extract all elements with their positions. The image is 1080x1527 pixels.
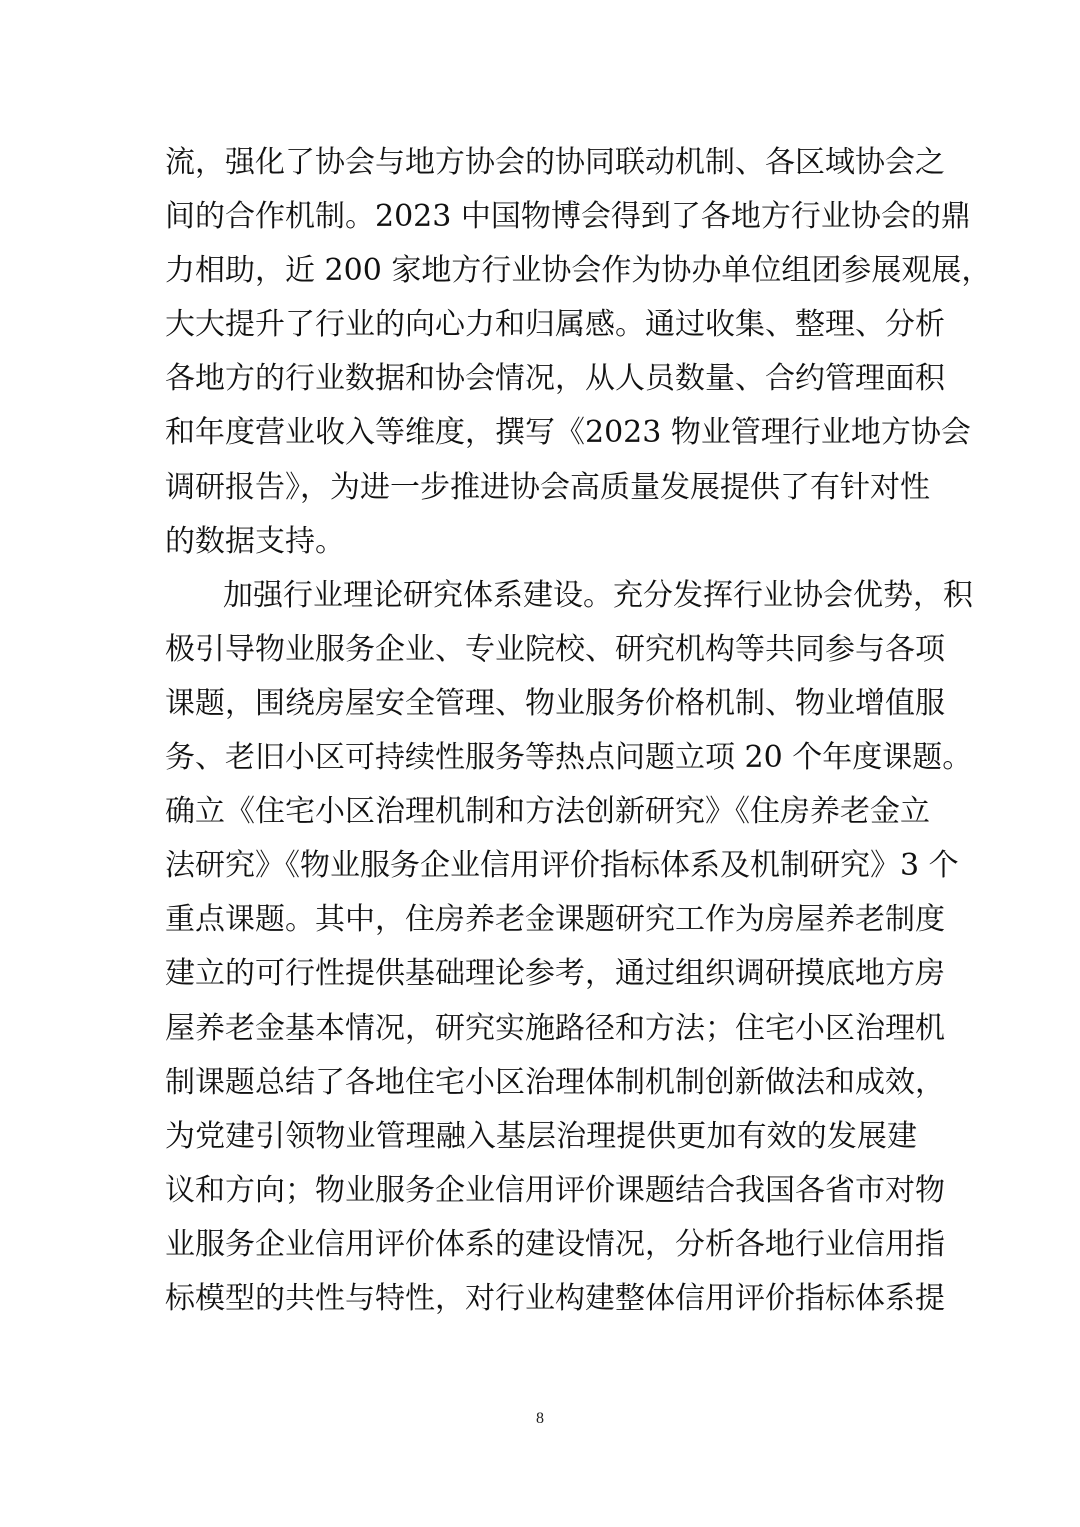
text-line: 建立的可行性提供基础理论参考，通过组织调研摸底地方房: [165, 956, 945, 992]
text-line: 加强行业理论研究体系建设。充分发挥行业协会优势，积: [223, 577, 973, 613]
text-line: 重点课题。其中，住房养老金课题研究工作为房屋养老制度: [165, 902, 945, 938]
text-line: 的数据支持。: [165, 523, 345, 559]
text-line: 大大提升了行业的向心力和归属感。通过收集、整理、分析: [165, 307, 945, 343]
text-line: 极引导物业服务企业、专业院校、研究机构等共同参与各项: [165, 631, 945, 667]
text-line: 间的合作机制。2023 中国物博会得到了各地方行业协会的鼎: [165, 199, 971, 235]
body-text: [165, 136, 992, 1326]
text-line: 标模型的共性与特性，对行业构建整体信用评价指标体系提: [165, 1280, 945, 1316]
text-line: 为党建引领物业管理融入基层治理提供更加有效的发展建: [165, 1118, 917, 1154]
paragraph: [165, 569, 973, 1326]
text-line: 屋养老金基本情况，研究实施路径和方法；住宅小区治理机: [165, 1010, 945, 1046]
text-line: 流，强化了协会与地方协会的协同联动机制、各区域协会之: [165, 145, 945, 180]
text-line: 调研报告》，为进一步推进协会高质量发展提供了有针对性: [165, 469, 930, 505]
text-line: 制课题总结了各地住宅小区治理体制机制创新做法和成效，: [165, 1064, 945, 1100]
text-line: 各地方的行业数据和协会情况，从人员数量、合约管理面积: [165, 361, 945, 397]
text-line: 力相助，近 200 家地方行业协会作为协办单位组团参展观展，: [165, 253, 992, 289]
text-line: 务、老旧小区可持续性服务等热点问题立项 20 个年度课题。: [165, 740, 973, 776]
page-number: 8: [536, 1410, 544, 1427]
text-line: 课题，围绕房屋安全管理、物业服务价格机制、物业增值服: [165, 685, 945, 721]
paragraph: [165, 136, 992, 569]
text-line: 和年度营业收入等维度，撰写《2023 物业管理行业地方协会: [165, 415, 971, 451]
text-line: 法研究》《物业服务企业信用评价指标体系及机制研究》3 个: [165, 848, 959, 884]
text-line: 确立《住宅小区治理机制和方法创新研究》《住房养老金立: [165, 794, 930, 830]
text-line: 业服务企业信用评价体系的建设情况，分析各地行业信用指: [165, 1226, 945, 1262]
text-line: 议和方向；物业服务企业信用评价课题结合我国各省市对物: [165, 1172, 945, 1208]
